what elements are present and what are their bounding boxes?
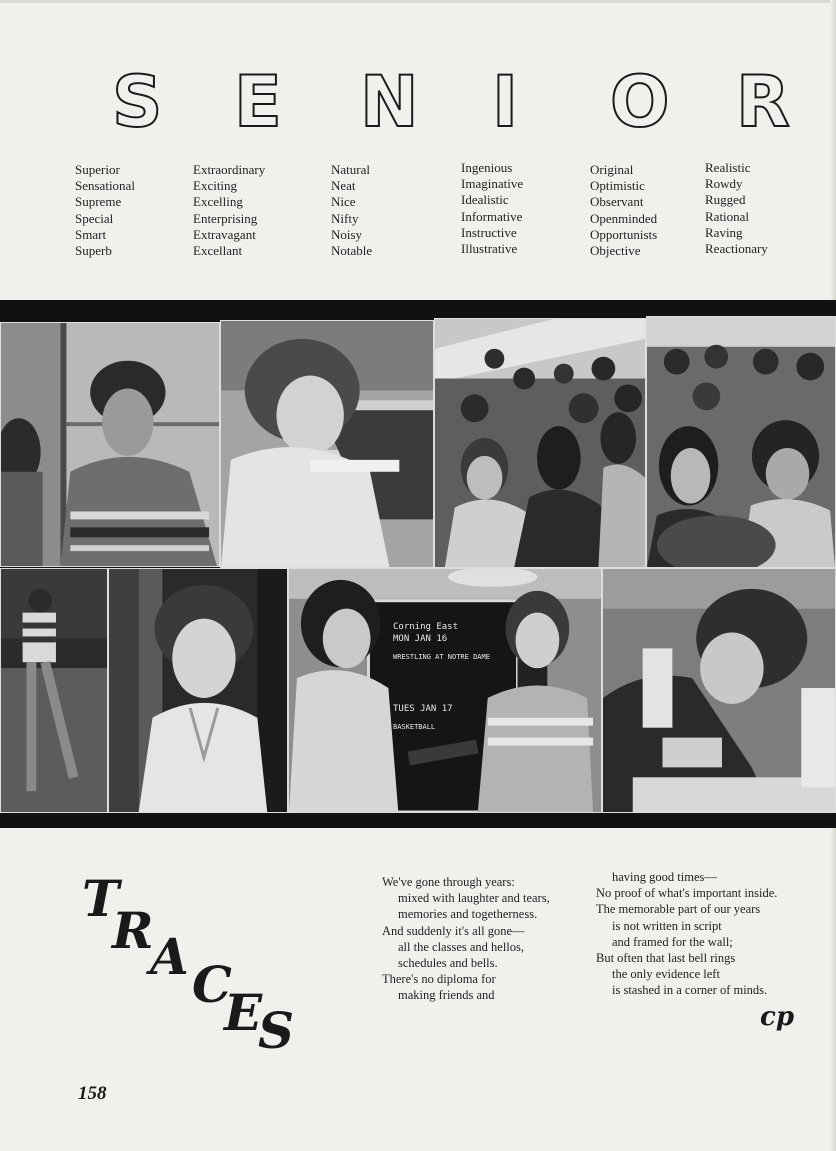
senior-title	[100, 61, 790, 143]
title-letter-r: R	[736, 61, 790, 143]
poem-line: the only evidence left	[612, 967, 720, 982]
word: Enterprising	[193, 210, 258, 226]
poem-line: making friends and	[398, 988, 495, 1003]
word: Rowdy	[705, 176, 743, 192]
title-letter-e: E	[234, 61, 282, 143]
poem-line: having good times—	[612, 870, 717, 884]
title-letter-o: O	[610, 61, 670, 143]
word: Openminded	[590, 210, 658, 226]
board-event1: WRESTLING AT NOTRE DAME	[393, 653, 490, 661]
word-column-i	[461, 160, 523, 257]
traces-letter-t: T	[82, 869, 120, 928]
photo-student-sweater	[0, 322, 220, 567]
word: Optimistic	[590, 178, 645, 194]
word: Illustrative	[461, 241, 518, 257]
word: Noisy	[331, 226, 363, 242]
word: Informative	[461, 208, 523, 224]
word: Imaginative	[461, 176, 524, 192]
word-column-e	[193, 162, 265, 259]
word: Neat	[331, 178, 356, 194]
photo-student-desk	[220, 320, 434, 568]
traces-letter-e: E	[224, 983, 263, 1042]
poem-line: mixed with laughter and tears,	[398, 891, 550, 906]
word: Opportunists	[590, 226, 658, 242]
board-date2: TUES JAN 17	[393, 704, 453, 714]
word: Rational	[705, 208, 750, 224]
poem-line: and framed for the wall;	[612, 934, 733, 949]
word: Excellant	[193, 243, 243, 259]
photo-student-smiling	[108, 568, 288, 813]
word: Extravagant	[193, 226, 256, 242]
traces-letter-r: R	[112, 901, 154, 960]
board-date1: MON JAN 16	[393, 634, 448, 644]
word: Supreme	[75, 194, 122, 210]
poem-line: memories and togetherness.	[398, 907, 538, 922]
poem-line: is stashed in a corner of minds.	[612, 983, 768, 998]
word: Objective	[590, 243, 641, 259]
poem-column-2	[596, 869, 777, 999]
board-event2: BASKETBALL	[393, 723, 436, 731]
poem-line: We've gone through years:	[382, 875, 515, 889]
traces-letter-c: C	[192, 955, 232, 1014]
word-column-s	[75, 162, 135, 259]
word: Nifty	[331, 210, 359, 226]
word-column-o	[590, 162, 657, 259]
title-letter-n: N	[360, 61, 419, 143]
word: Exciting	[193, 178, 238, 194]
title-letter-i: I	[492, 61, 519, 143]
photo-students-seated	[646, 316, 836, 568]
word: Idealistic	[461, 192, 509, 208]
word-column-r	[705, 160, 768, 257]
word: Realistic	[705, 160, 751, 175]
word: Extraordinary	[193, 162, 266, 177]
word: Superb	[75, 243, 112, 259]
poem-line: No proof of what's important inside.	[596, 886, 778, 901]
word: Notable	[331, 243, 373, 259]
photo-student-writing	[602, 568, 836, 813]
signature-initials: cp	[760, 1002, 795, 1032]
title-letter-s: S	[112, 61, 163, 143]
word: Natural	[331, 162, 370, 177]
word: Nice	[331, 194, 356, 210]
poem-line: There's no diploma for	[382, 972, 496, 987]
photo-bulletin-board	[288, 568, 602, 813]
poem-line: But often that last bell rings	[596, 951, 736, 966]
word: Excelling	[193, 194, 243, 210]
word: Raving	[705, 224, 743, 240]
word: Smart	[75, 226, 107, 242]
photo-assembly-crowd	[434, 318, 646, 568]
word: Sensational	[75, 178, 135, 194]
word: Rugged	[705, 192, 746, 208]
page-number: 158	[78, 1083, 107, 1104]
word-column-n	[331, 162, 372, 259]
poem-line: And suddenly it's all gone—	[382, 923, 525, 938]
poem-column-1	[382, 874, 550, 1004]
poem-line: is not written in script	[612, 918, 722, 933]
word: Special	[75, 210, 114, 226]
word: Reactionary	[705, 241, 768, 257]
traces-letter-a: A	[150, 927, 189, 986]
poem-line: The memorable part of our years	[596, 902, 761, 917]
poem-line: all the classes and hellos,	[398, 939, 525, 954]
word: Original	[590, 162, 634, 177]
photo-band	[0, 300, 836, 828]
traces-letter-s: S	[258, 1001, 295, 1060]
board-school: Corning East	[393, 622, 459, 632]
traces-title	[78, 870, 308, 1070]
word: Observant	[590, 194, 644, 210]
photo-student-field	[0, 568, 108, 813]
word: Ingenious	[461, 160, 513, 175]
page-top-edge	[0, 0, 836, 3]
word: Superior	[75, 162, 120, 177]
word: Instructive	[461, 224, 517, 240]
poem-line: schedules and bells.	[398, 956, 498, 971]
